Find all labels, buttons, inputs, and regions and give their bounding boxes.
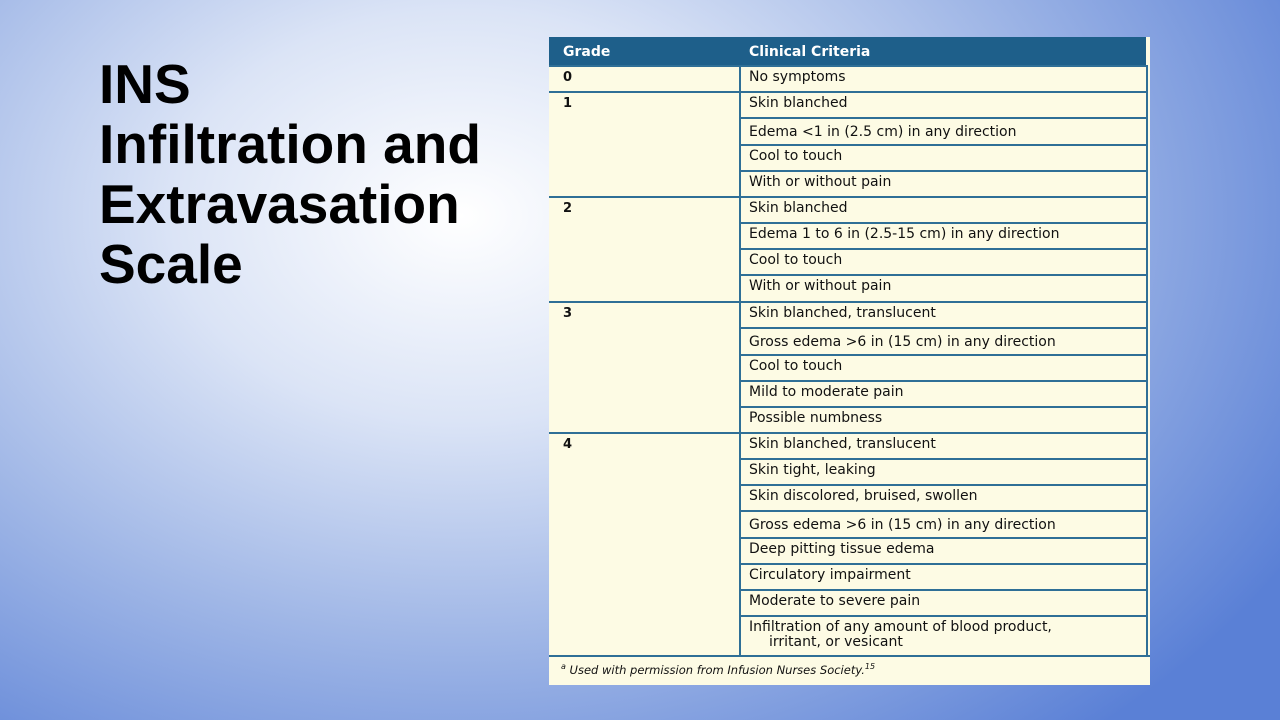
title-line: Scale [99,233,243,295]
criteria-cell: Circulatory impairment [741,563,1146,589]
criteria-cell: Edema <1 in (2.5 cm) in any direction [741,117,1146,144]
criteria-cell: Edema 1 to 6 in (2.5-15 cm) in any direction [741,222,1146,248]
criteria-cell: Deep pitting tissue edema [741,537,1146,563]
criteria-cell: Gross edema >6 in (15 cm) in any direction [741,327,1146,354]
footnote-text: Used with permission from Infusion Nurses Society. [565,662,865,677]
criteria-cell: Cool to touch [741,354,1146,380]
grade-cell-0: 0 [549,65,739,91]
criteria-cell: Cool to touch [741,248,1146,274]
header-clinical-criteria: Clinical Criteria [749,44,871,60]
criteria-cell: Skin blanched [741,196,1146,222]
criteria-cell: Skin blanched [741,91,1146,117]
footnote-reference: 15 [864,662,876,671]
title-line: Infiltration and [99,113,481,175]
criteria-line: Infiltration of any amount of blood product, [749,619,1052,635]
criteria-cell: With or without pain [741,274,1146,301]
criteria-cell: Skin blanched, translucent [741,432,1146,458]
slide-title [99,54,539,294]
grade-cell-2: 2 [549,196,739,301]
criteria-cell: Cool to touch [741,144,1146,170]
table-footnote [549,655,1150,685]
criteria-cell: With or without pain [741,170,1146,196]
criteria-cell-multiline [741,615,1146,655]
criteria-cell: Skin blanched, translucent [741,301,1146,327]
criteria-line-continued: irritant, or vesicant [769,634,903,650]
criteria-cell: Skin discolored, bruised, swollen [741,484,1146,510]
criteria-cell: Moderate to severe pain [741,589,1146,615]
grade-cell-3: 3 [549,301,739,432]
criteria-cell: No symptoms [741,65,1146,91]
footnote-marker: a [561,662,566,671]
criteria-cell: Skin tight, leaking [741,458,1146,484]
criteria-cell: Possible numbness [741,406,1146,432]
table-right-border [1146,65,1148,655]
criteria-cell: Gross edema >6 in (15 cm) in any direction [741,510,1146,537]
table-header-row [549,37,1146,65]
grade-cell-4: 4 [549,432,739,655]
title-line: INS [99,53,191,115]
title-line: Extravasation [99,173,460,235]
grade-cell-1: 1 [549,91,739,196]
header-grade: Grade [563,44,611,60]
criteria-cell: Mild to moderate pain [741,380,1146,406]
infiltration-scale-table [549,37,1150,685]
